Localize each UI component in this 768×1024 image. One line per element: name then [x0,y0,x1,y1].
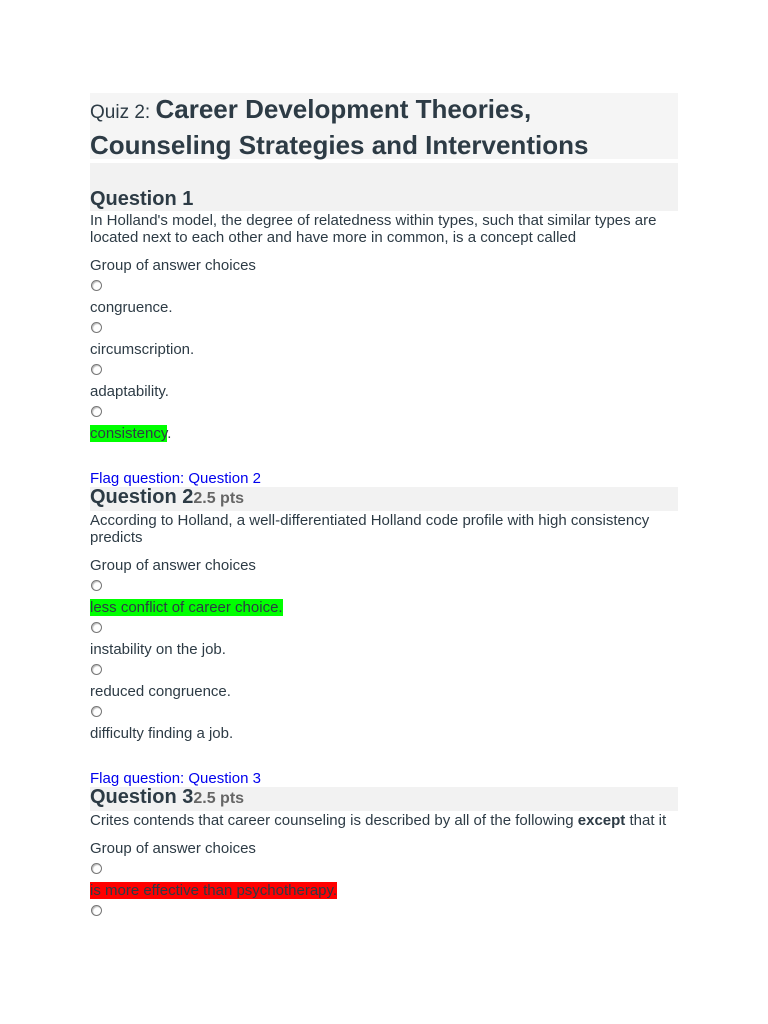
question-1 [90,163,678,442]
answer-group-label: Group of answer choices [90,257,256,274]
question-title [90,786,244,810]
radio-button[interactable] [91,406,102,417]
question-text: In Holland's model, the degree of relatedness within types, such that similar types are located next to each other and have more in common, is a concept called [90,212,657,246]
radio-button[interactable] [91,622,102,633]
answer-group-label: Group of answer choices [90,557,256,574]
answer-label[interactable]: reduced congruence. [90,683,231,700]
question-name: Question 1 [90,188,194,210]
highlighted-answer: less conflict of career choice. [90,599,283,616]
answer-choice[interactable] [90,364,678,400]
question-points: 2.5 pts [193,790,245,807]
radio-button[interactable] [91,280,102,291]
page-title [90,93,678,161]
answer-label[interactable]: instability on the job. [90,641,226,658]
radio-button[interactable] [91,322,102,333]
question-text [90,812,678,829]
answer-group-label: Group of answer choices [90,840,256,857]
question-header [90,163,678,211]
question-text-emphasis: except [577,812,626,829]
question-2 [90,470,678,742]
answer-label[interactable]: adaptability. [90,383,169,400]
question-title [90,188,193,210]
question-title [90,486,244,510]
answer-choice[interactable] [90,322,678,358]
answer-label[interactable] [90,425,678,442]
answer-choice[interactable] [90,406,678,442]
highlighted-answer: is more effective than psychotherapy. [90,882,338,899]
answer-period: . [167,425,172,442]
answer-choice[interactable] [90,622,678,658]
question-text: According to Holland, a well-differentiated Holland code profile with high consistency predicts [90,512,650,546]
radio-button[interactable] [91,364,102,375]
answer-label[interactable]: congruence. [90,299,173,316]
answer-label[interactable] [90,882,678,899]
quiz-title-text: Career Development Theories, Counseling Strategies and Interventions [90,94,589,160]
answer-choice[interactable] [90,664,678,700]
answer-choice[interactable] [90,905,678,916]
answer-choice[interactable] [90,580,678,616]
radio-button[interactable] [91,706,102,717]
highlighted-answer: consistency [90,425,168,442]
radio-button[interactable] [91,863,102,874]
answer-choice[interactable] [90,280,678,316]
question-3 [90,770,678,916]
quiz-header [90,93,678,159]
question-text-part: Crites contends that career counseling is described by all of the following [90,812,578,829]
quiz-page [90,93,678,916]
flag-question-link[interactable]: Flag question: Question 2 [90,470,261,487]
radio-button[interactable] [91,580,102,591]
question-name: Question 3 [90,786,194,808]
question-header [90,787,678,811]
answer-label[interactable]: circumscription. [90,341,195,358]
answer-label[interactable] [90,599,678,616]
radio-button[interactable] [91,905,102,916]
answer-choice[interactable] [90,863,678,899]
question-points: 2.5 pts [193,490,245,507]
answer-label[interactable]: difficulty finding a job. [90,725,234,742]
question-name: Question 2 [90,486,194,508]
flag-question-link[interactable]: Flag question: Question 3 [90,770,261,787]
quiz-title-prefix: Quiz 2: [90,102,156,123]
question-header [90,487,678,511]
radio-button[interactable] [91,664,102,675]
answer-choice[interactable] [90,706,678,742]
question-text-part: that it [625,812,667,829]
